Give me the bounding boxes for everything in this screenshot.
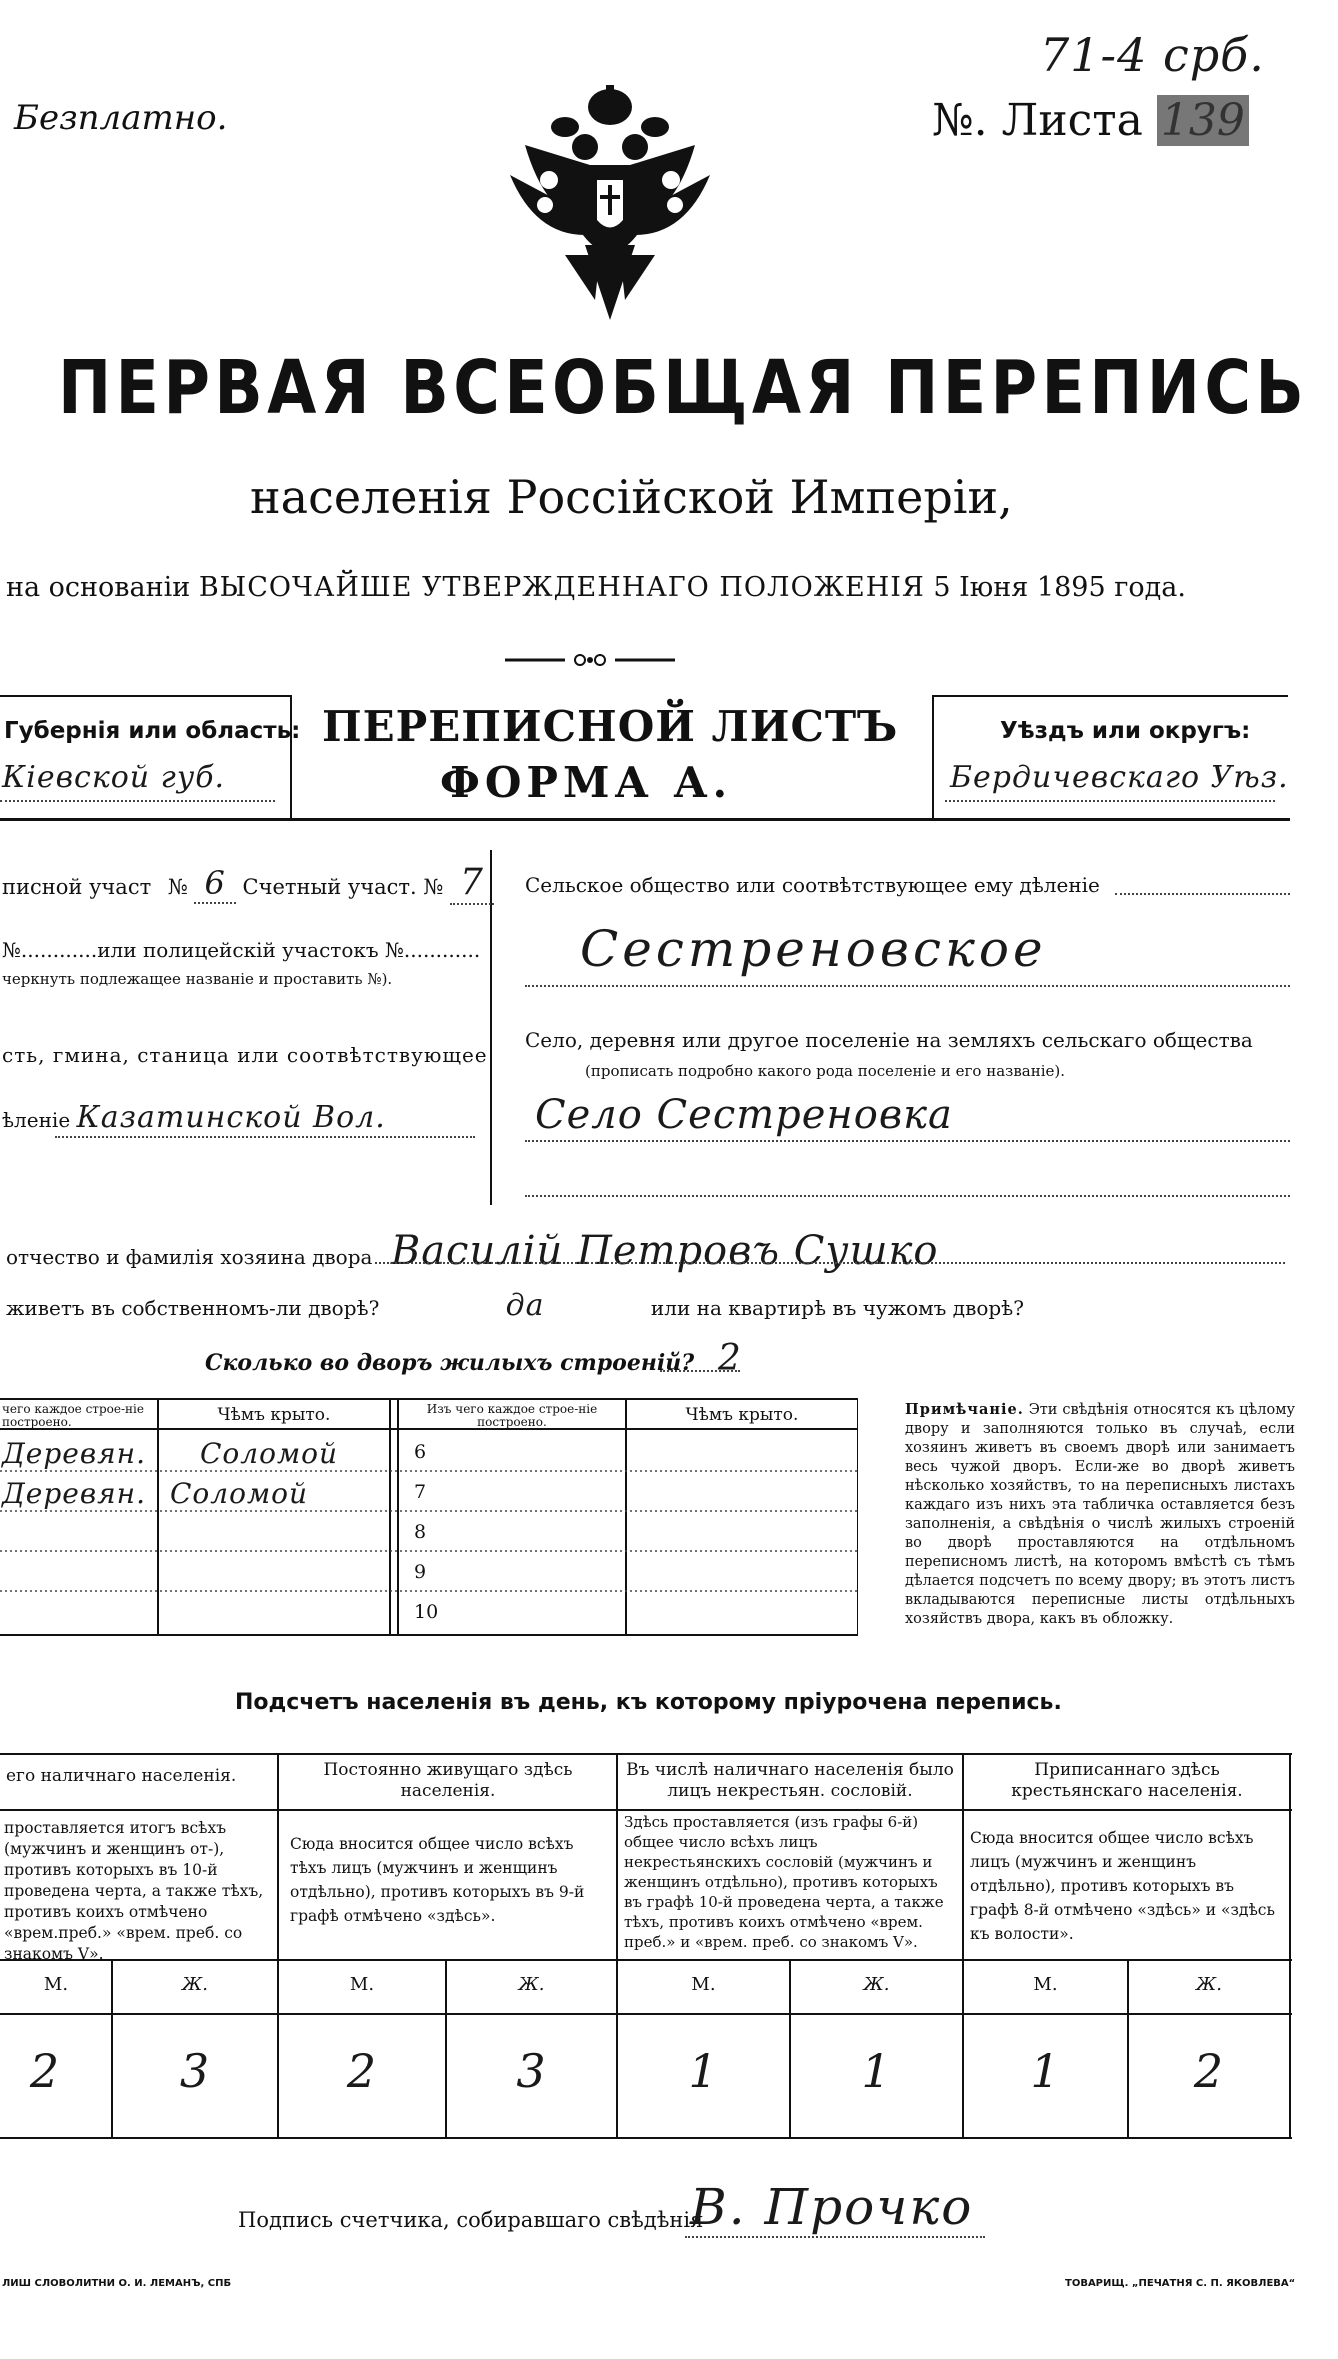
- count-col2-f-value: 3: [516, 2044, 547, 2098]
- right-col-material-header: Изъ чего каждое строе-ніе построено.: [426, 1402, 598, 1429]
- count-col2-f-label: Ж.: [518, 1974, 545, 1995]
- count-col2-desc: Сюда вносится общее число всѣхъ тѣхъ лицъ (мужчинъ и женщинъ отдѣльно), противъ которыхъ въ 9-й графѣ отмѣчено «здѣсь».: [290, 1835, 585, 1925]
- sheet-title: ПЕРЕПИСНОЙ ЛИСТЪ: [322, 702, 899, 751]
- row-num-6: 6: [414, 1441, 427, 1463]
- count-col2-m-value: 2: [346, 2044, 378, 2098]
- count-col1-title: его наличнаго населенія.: [6, 1766, 237, 1786]
- count-heading: Подсчетъ населенія въ день, къ которому пріурочена перепись.: [235, 1690, 1062, 1715]
- table-note: [905, 1400, 1295, 1629]
- count-col4-f-label: Ж.: [1196, 1974, 1222, 1995]
- basis-caps: ВЫСОЧАЙШЕ УТВЕРЖДЕННАГО ПОЛОЖЕНІЯ: [198, 572, 925, 603]
- guberniya-value: Кіевской губ.: [2, 760, 226, 795]
- imperial-eagle-emblem: [505, 85, 715, 325]
- count-col2-title: Постоянно живущаго здѣсь населенія.: [323, 1760, 573, 1801]
- count-col3-m-value: 1: [688, 2044, 719, 2098]
- count-col3-m-label: М.: [691, 1974, 716, 1995]
- building-1-material: Деревян.: [2, 1437, 147, 1470]
- buildings-label: Сколько во дворъ жилыхъ строеній?: [205, 1350, 695, 1376]
- signature-label: Подпись счетчика, собиравшаго свѣдѣнія: [238, 2208, 704, 2232]
- row-num-7: 7: [414, 1481, 427, 1503]
- police-line: №............или полицейскій участокъ №............: [2, 938, 481, 962]
- basis-line: [6, 572, 1186, 603]
- count-col4-f-value: 2: [1193, 2044, 1225, 2098]
- sheet-no-label: №. Листа: [932, 95, 1143, 146]
- count-col4-m-value: 1: [1030, 2044, 1061, 2098]
- village-label: Село, деревня или другое поселеніе на земляхъ сельскаго общества: [525, 1028, 1253, 1052]
- basis-date: 5 Іюня 1895 года.: [933, 572, 1186, 603]
- own-yard-line: [6, 1288, 1024, 1323]
- schet-label: Счетный участ.: [242, 875, 417, 899]
- delenie-label: ѣленіе: [2, 1108, 71, 1132]
- owner-name-line: [6, 1228, 938, 1274]
- buildings-value: 2: [717, 1338, 742, 1379]
- building-1-roof: Соломой: [200, 1437, 339, 1470]
- ornament-divider: [505, 650, 675, 670]
- count-col1-f-value: 3: [179, 2044, 211, 2098]
- sub-title: населенія Россійской Имперіи,: [250, 470, 1013, 524]
- society-value: Сестреновское: [580, 920, 1047, 978]
- delenie-line: [2, 1100, 386, 1135]
- buildings-table: [0, 1397, 858, 1637]
- police-note: черкнуть подлежащее названіе и проставить №).: [2, 970, 393, 988]
- basis-prefix: на основаніи: [6, 572, 191, 603]
- col-material-header: чего каждое строе-ніе построено.: [2, 1402, 144, 1429]
- note-text: Эти свѣдѣнія относятся къ цѣлому двору и заполняются только въ случаѣ, если хозяинъ живетъ въ своемъ дворѣ или занимаетъ весь чужой дворъ. Если-же во дворѣ живетъ нѣсколько хозяйствъ, то на переписныхъ листахъ каждаго изъ нихъ эта табличка оставляется безъ заполненія, а свѣдѣнія о числѣ жилыхъ строеній во дворѣ проставляются на отдѣльномъ переписномъ листѣ, на которомъ вмѣстѣ съ тѣмъ дѣлается подсчетъ по всему двору; въ этотъ листъ вкладываются переписные листы отдѣльныхъ хозяйствъ двора, какъ въ обложку.: [905, 1402, 1296, 1627]
- form-title: ФОРМА А.: [440, 758, 733, 807]
- building-2-material: Деревян.: [2, 1477, 147, 1510]
- note-title: Примѣчаніе.: [905, 1401, 1024, 1418]
- main-title: ПЕРВАЯ ВСЕОБЩАЯ ПЕРЕПИСЬ: [58, 345, 1309, 431]
- uchastok-no-label: №: [167, 875, 188, 899]
- count-col4-desc: Сюда вносится общее число всѣхъ лицъ (мужчинъ и женщинъ отдѣльно), противъ которыхъ въ графѣ 8-й отмѣчено «здѣсь» и «здѣсь къ волости».: [970, 1829, 1275, 1943]
- count-col2-m-label: М.: [349, 1974, 375, 1995]
- footer-left: ЛИШ СЛОВОЛИТНИ О. И. ЛЕМАНЪ, СПБ: [2, 2278, 232, 2289]
- count-col1-m-value: 2: [29, 2044, 61, 2098]
- count-table: [0, 1752, 1292, 2142]
- guberniya-label: Губернія или область:: [4, 718, 301, 744]
- enumerator-signature: В. Прочко: [690, 2178, 974, 2236]
- count-col4-m-label: М.: [1033, 1974, 1058, 1995]
- sheet-number: [932, 95, 1249, 146]
- col-roof-header: Чѣмъ крыто.: [217, 1405, 331, 1425]
- uezd-value: Бердичевскаго Уѣз.: [950, 760, 1289, 795]
- village-note: (прописать подробно какого рода поселеніе и его названіе).: [585, 1062, 1065, 1080]
- buildings-line: [205, 1338, 742, 1379]
- owner-name-value: Василій Петровъ Сушко: [390, 1228, 939, 1274]
- row-num-10: 10: [414, 1601, 439, 1623]
- rent-label: или на квартирѣ въ чужомъ дворѣ?: [650, 1296, 1024, 1320]
- count-col3-desc: Здѣсь проставляется (изъ графы 6-й) общее число всѣхъ лицъ некрестьянскихъ сословій (мужчинъ и женщинъ отдѣльно), противъ которыхъ въ графѣ 10-й проведена черта, а также тѣхъ, противъ коихъ отмѣчено «врем. преб.» и «врем. преб. со знакомъ V».: [624, 1813, 944, 1951]
- right-col-roof-header: Чѣмъ крыто.: [685, 1405, 799, 1425]
- count-col3-title: Въ числѣ наличнаго населенія было лицъ некрестьян. сословій.: [626, 1760, 954, 1801]
- count-col1-f-label: Ж.: [182, 1974, 208, 1995]
- volost-label: сть, гмина, станица или соотвѣтствующее: [2, 1043, 488, 1067]
- schet-no-value: 7: [450, 862, 494, 905]
- archive-ref: 71-4 срб.: [1040, 28, 1265, 82]
- count-col3-f-value: 1: [861, 2044, 892, 2098]
- own-yard-label: живетъ въ собственномъ-ли дворѣ?: [6, 1296, 380, 1320]
- village-value: Село Сестреновка: [535, 1092, 953, 1138]
- row-num-9: 9: [414, 1561, 427, 1583]
- sheet-no-value: 139: [1157, 95, 1249, 146]
- own-yard-value: да: [505, 1288, 545, 1323]
- building-2-roof: Соломой: [170, 1477, 309, 1510]
- delenie-value: Казатинской Вол.: [76, 1100, 386, 1135]
- signature-line: [238, 2208, 703, 2232]
- society-label: Сельское общество или соотвѣтствующее ему дѣленіе: [525, 873, 1100, 897]
- uchastok-prefix: писной участ: [2, 875, 152, 899]
- uchastok-no-value: 6: [194, 864, 235, 904]
- free-label: Безплатно.: [14, 98, 228, 138]
- schet-no-label: №: [423, 875, 444, 899]
- count-col4-title: Приписаннаго здѣсь крестьянскаго населенія.: [1011, 1760, 1243, 1801]
- count-col3-f-label: Ж.: [863, 1974, 890, 1995]
- row-num-8: 8: [414, 1521, 427, 1543]
- count-col1-m-label: М.: [43, 1974, 69, 1995]
- footer-right: ТОВАРИЩ. „ПЕЧАТНЯ С. П. ЯКОВЛЕВА“: [1065, 2278, 1296, 2289]
- uezd-label: Уѣздъ или округъ:: [1000, 718, 1251, 744]
- uchastok-line: [2, 862, 494, 903]
- owner-name-label: отчество и фамилія хозяина двора: [6, 1245, 373, 1269]
- count-col1-desc: проставляется итогъ всѣхъ (мужчинъ и женщинъ от-), противъ которыхъ въ 10-й проведена черта, а также тѣхъ, противъ коихъ отмѣчено «врем.преб.» «врем. преб. со знакомъ V».: [4, 1819, 264, 1963]
